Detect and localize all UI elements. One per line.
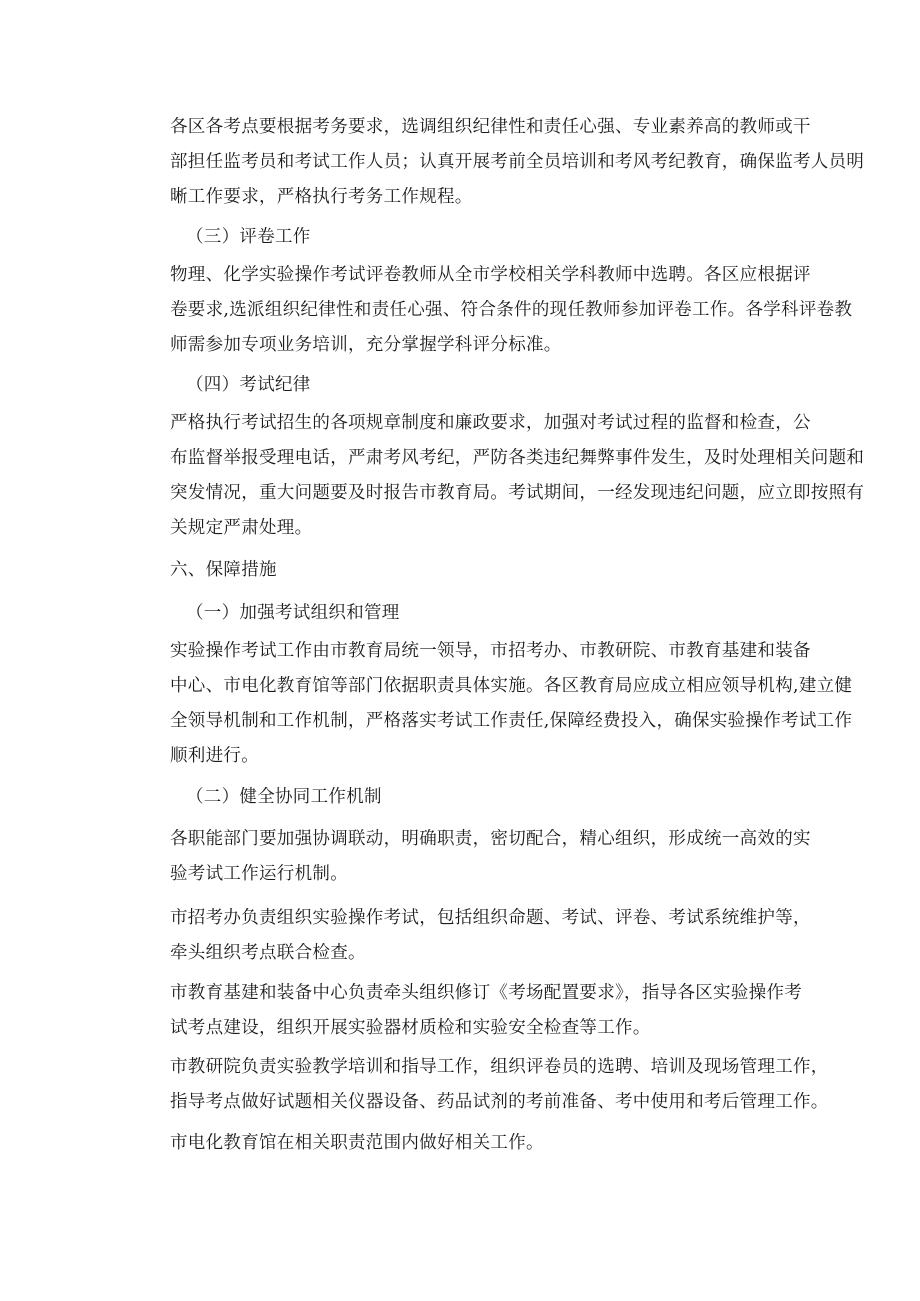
paragraph-invigilator-selection — [170, 110, 865, 215]
paragraph-line: 指导考点做好试题相关仪器设备、药品试剂的考前准备、考中使用和考后管理工作。 — [170, 1092, 829, 1112]
paragraph-line: 各职能部门要加强协调联动，明确职责，密切配合，精心组织，形成统一高效的实 — [170, 829, 811, 849]
paragraph-line: 全领导机制和工作机制，严格落实考试工作责任,保障经费投入，确保实验操作考试工作 — [170, 711, 853, 731]
paragraph-line: 师需参加专项业务培训，充分掌握学科评分标准。 — [170, 335, 562, 355]
paragraph-line: 突发情况，重大问题要及时报告市教育局。考试期间，一经发现违纪问题，应立即按照有 — [170, 483, 865, 503]
section-heading-organization: （一）加强考试组织和管理 — [186, 603, 400, 623]
section-heading-safeguards: 六、保障措施 — [170, 560, 277, 580]
paragraph-equipment-center — [170, 976, 802, 1046]
paragraph-line: 市教育基建和装备中心负责牵头组织修订《考场配置要求》，指导各区实验操作考 — [170, 983, 803, 1003]
section-heading-coordination: （二）健全协同工作机制 — [186, 787, 382, 807]
paragraph-line: 验考试工作运行机制。 — [170, 864, 348, 884]
paragraph-line: 中心、市电化教育馆等部门依据职责具体实施。各区教育局应成立相应领导机构,建立健 — [170, 676, 853, 696]
paragraph-discipline — [170, 406, 865, 546]
paragraph-line: 实验操作考试工作由市教育局统一领导，市招考办、市教研院、市教育基建和装备 — [170, 641, 811, 661]
section-heading-grading: （三）评卷工作 — [186, 227, 311, 247]
paragraph-line: 部担任监考员和考试工作人员；认真开展考前全员培训和考风考纪教育，确保监考人员明 — [170, 152, 865, 172]
paragraph-line: 布监督举报受理电话，严肃考风考纪，严防各类违纪舞弊事件发生，及时处理相关问题和 — [170, 448, 865, 468]
paragraph-line: 顺利进行。 — [170, 746, 259, 766]
paragraph-research-institute — [170, 1050, 829, 1120]
paragraph-line: 各区各考点要根据考务要求，选调组织纪律性和责任心强、专业素养高的教师或干 — [170, 117, 811, 137]
paragraph-line: 物理、化学实验操作考试评卷教师从全市学校相关学科教师中选聘。各区应根据评 — [170, 265, 811, 285]
paragraph-line: 试考点建设，组织开展实验器材质检和实验安全检查等工作。 — [170, 1018, 651, 1038]
paragraph-line: 严格执行考试招生的各项规章制度和廉政要求，加强对考试过程的监督和检查，公 — [170, 413, 811, 433]
paragraph-audiovisual-center — [170, 1126, 802, 1161]
paragraph-grading — [170, 258, 853, 363]
paragraph-line: 市教研院负责实验教学培训和指导工作，组织评卷员的选聘、培训及现场管理工作， — [170, 1057, 829, 1077]
paragraph-line: 关规定严肃处理。 — [170, 518, 313, 538]
paragraph-organization — [170, 634, 853, 774]
paragraph-coordination — [170, 822, 811, 892]
paragraph-line: 卷要求,选派组织纪律性和责任心强、符合条件的现任教师参加评卷工作。各学科评卷教 — [170, 300, 853, 320]
section-heading-discipline: （四）考试纪律 — [186, 375, 311, 395]
paragraph-exam-office — [170, 901, 811, 971]
paragraph-line: 晰工作要求，严格执行考务工作规程。 — [170, 187, 473, 207]
paragraph-line: 市招考办负责组织实验操作考试，包括组织命题、考试、评卷、考试系统维护等， — [170, 908, 811, 928]
paragraph-line: 牵头组织考点联合检查。 — [170, 943, 366, 963]
paragraph-line: 市电化教育馆在相关职责范围内做好相关工作。 — [170, 1133, 544, 1153]
